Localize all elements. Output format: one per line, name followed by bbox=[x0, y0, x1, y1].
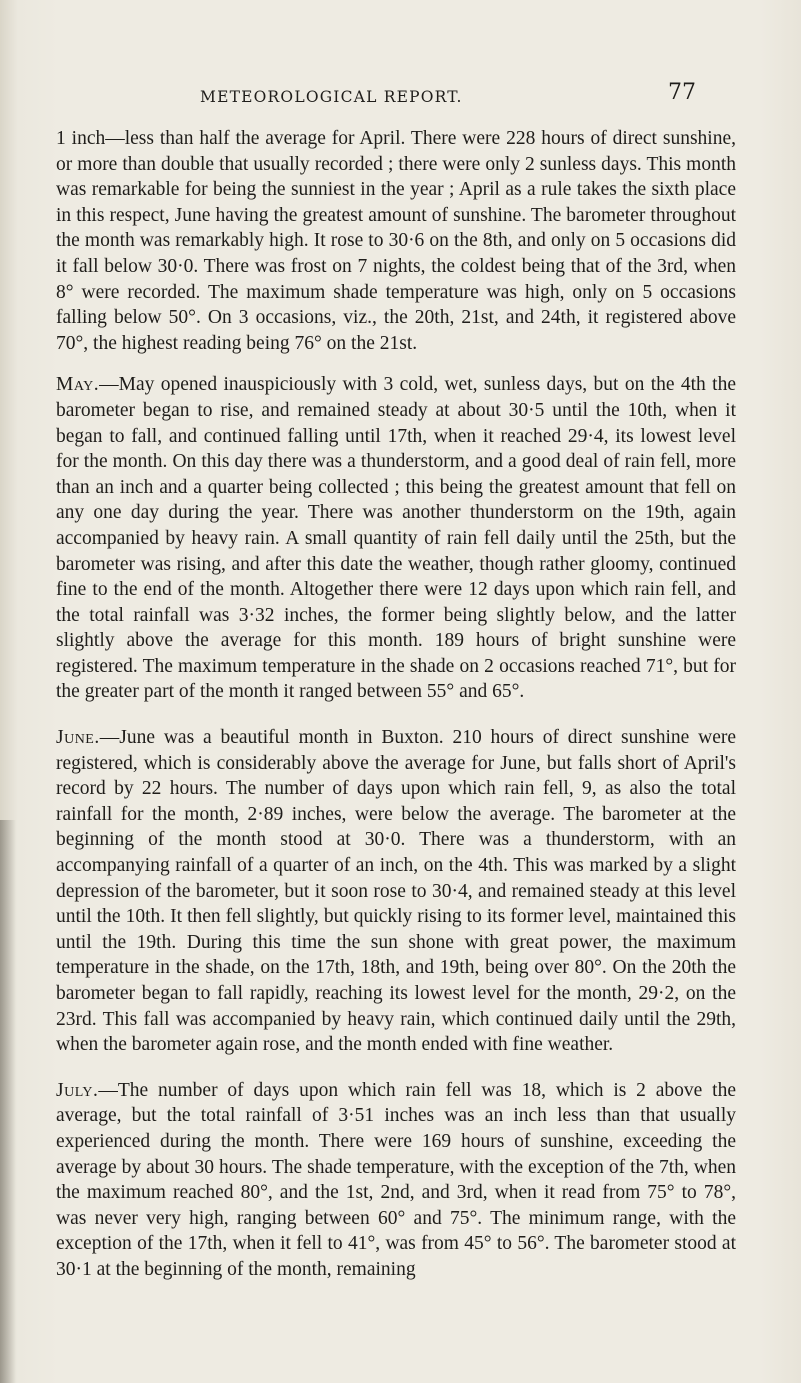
paragraph-may bbox=[56, 372, 736, 705]
month-heading-july: July. bbox=[56, 1079, 99, 1101]
report-body bbox=[56, 126, 736, 1303]
paragraph-text: —June was a beautiful month in Buxton. 210 hours of direct sunshine were registered, which is considerably above the average for June, but falls short of April's record by 22 hours. The number of days upon which rain fell, 9, as also the total rainfall for the month, 2·89 inches, were below the average. The barometer at the beginning of the month stood at 30·0. There was a thunderstorm, with an accompanying rainfall of a quarter of an inch, on the 4th. This was marked by a slight depression of the barometer, but it soon rose to 30·4, and remained steady at this level until the 10th. It then fell slightly, but quickly rising to its former level, maintained this until the 19th. During this time the sun shone with great power, the maximum temperature in the shade, on the 17th, 18th, and 19th, being over 80°. On the 20th the barometer began to fall rapidly, reaching its lowest level for the month, 29·2, on the 23rd. This fall was accompanied by heavy rain, which continued daily until the 29th, when the barometer again rose, and the month ended with fine weather. bbox=[56, 727, 736, 1056]
page-number: 77 bbox=[668, 80, 696, 105]
month-heading-may: May. bbox=[56, 374, 100, 396]
paragraph-april-continued bbox=[56, 126, 736, 356]
paragraph-text: —May opened inauspiciously with 3 cold, wet, sunless days, but on the 4th the barometer began to rise, and remained steady at about 30·5 until the 10th, when it began to fall, and continued falling until 17th, when it reached 29·4, its lowest level for the month. On this day there was a thunderstorm, and a good deal of rain fell, more than an inch and a quarter being collected ; this being the greatest amount that fell on any one day during the year. There was another thunderstorm on the 19th, again accompanied by heavy rain. A small quantity of rain fell daily until the 25th, but the barometer was rising, and after this date the weather, though rather gloomy, continued fine to the end of the month. Altogether there were 12 days upon which rain fell, and the total rainfall was 3·32 inches, the former being slightly below, and the latter slightly above the average for this month. 189 hours of bright sunshine were registered. The maximum temperature in the shade on 2 occasions reached 71°, but for the greater part of the month it ranged between 55° and 65°. bbox=[56, 374, 736, 703]
paragraph-july bbox=[56, 1078, 736, 1283]
running-title: METEOROLOGICAL REPORT. bbox=[200, 88, 463, 106]
paragraph-text: 1 inch—less than half the average for April. There were 228 hours of direct sunshine, or more than double that usually recorded ; there were only 2 sunless days. This month was remarkable for being the sunniest in the year ; April as a rule takes the sixth place in this respect, June having the greatest amount of sunshine. The barometer throughout the month was remarkably high. It rose to 30·6 on the 8th, and only on 5 occasions did it fall below 30·0. There was frost on 7 nights, the coldest being that of the 3rd, when 8° were recorded. The maximum shade temperature was high, only on 5 occasions falling below 50°. On 3 occasions, viz., the 20th, 21st, and 24th, it registered above 70°, the highest reading being 76° on the 21st. bbox=[56, 128, 736, 354]
paragraph-text: —The number of days upon which rain fell was 18, which is 2 above the average, but the total rainfall of 3·51 inches was an inch less than that usually experienced during the month. There were 169 hours of sunshine, exceeding the average by about 30 hours. The shade temperature, with the exception of the 7th, when the maximum reached 80°, and the 1st, 2nd, and 3rd, when it read from 75° to 78°, was never very high, ranging between 60° and 75°. The minimum range, with the exception of the 17th, when it fell to 41°, was from 45° to 56°. The barometer stood at 30·1 at the beginning of the month, remaining bbox=[56, 1079, 736, 1280]
paragraph-june bbox=[56, 725, 736, 1058]
month-heading-june: June. bbox=[56, 727, 100, 749]
binding-shadow bbox=[0, 820, 16, 1383]
